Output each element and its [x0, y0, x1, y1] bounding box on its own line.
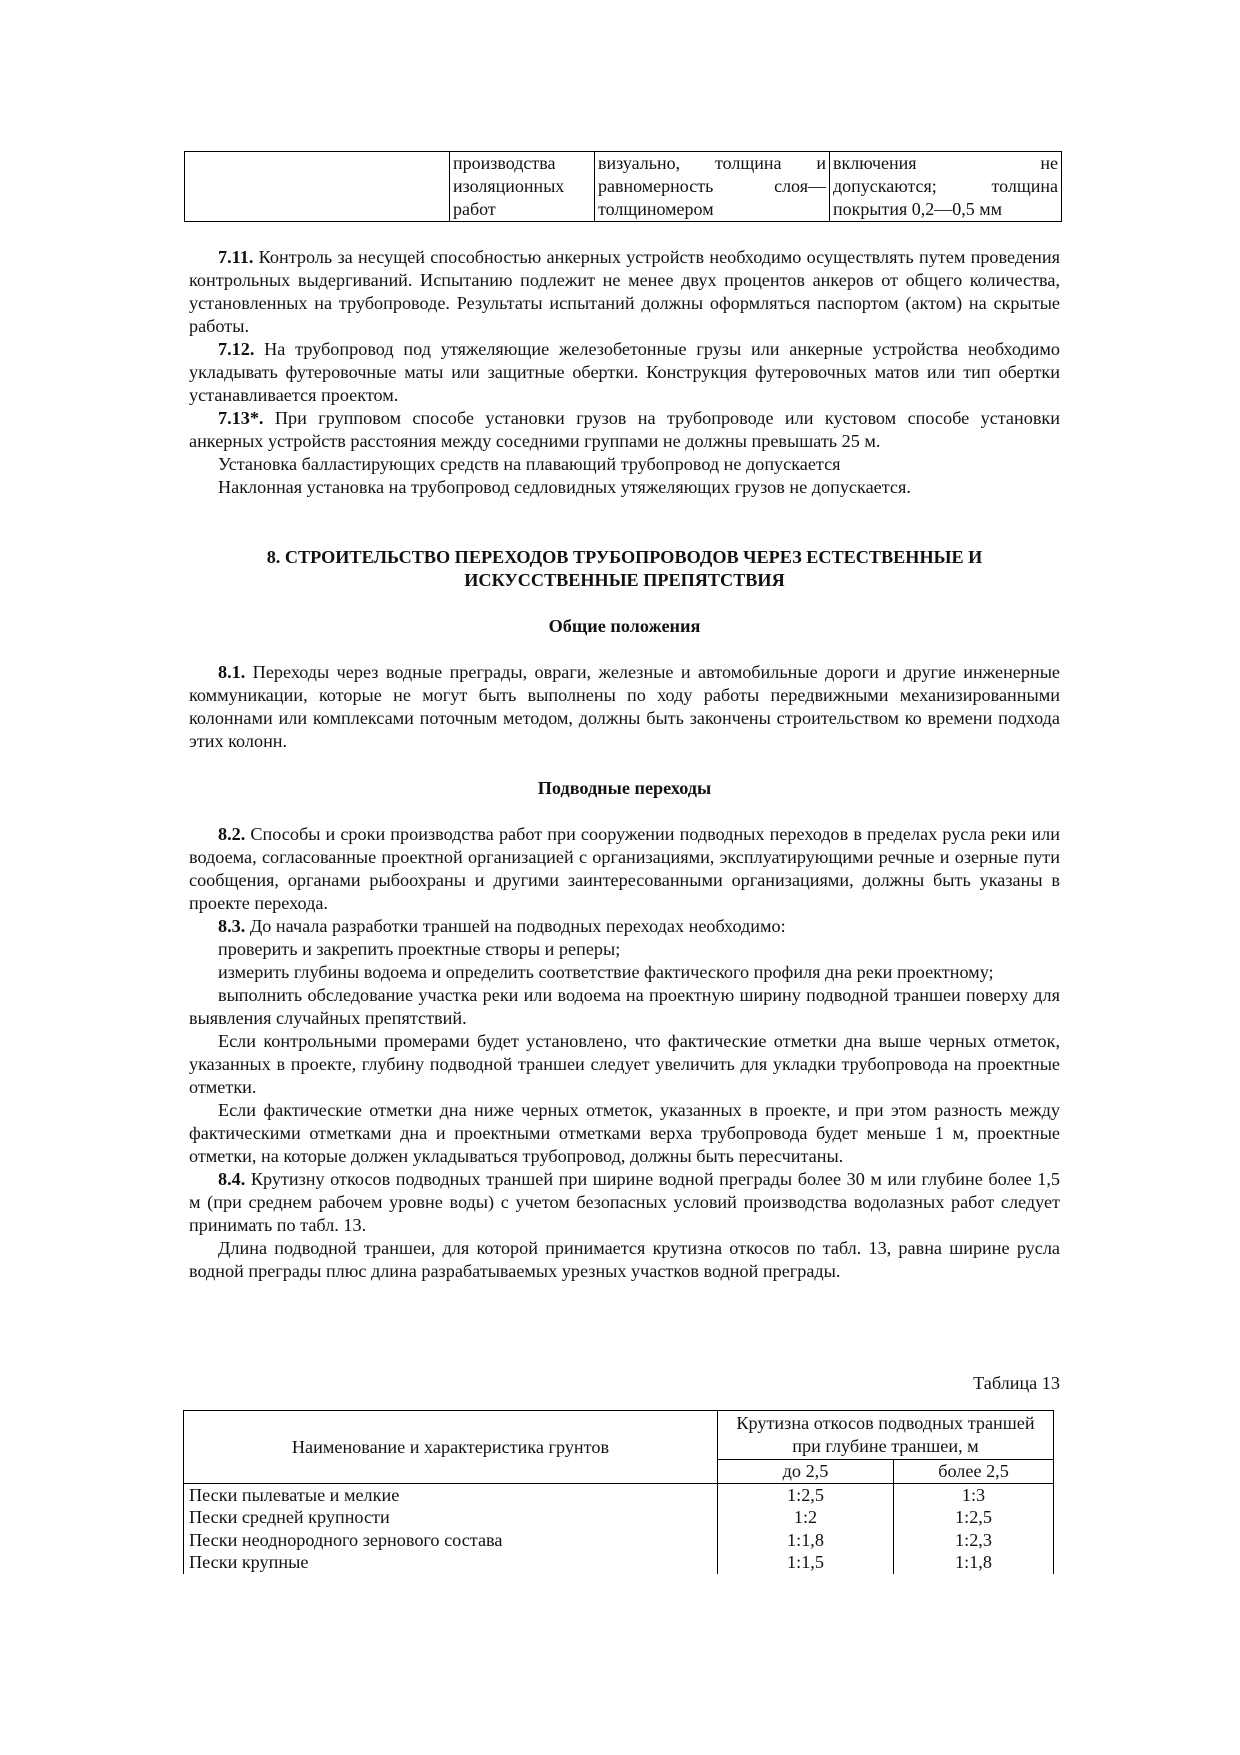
- section-7-text: [189, 246, 1060, 499]
- paragraph-8-3-note-2: Если фактические отметки дна ниже черных отметок, указанных в проекте, и при этом разность между фактическими отметками дна и проектными отметками верха трубопровода будет меньше 1 м, проектные отметки, на которые должен укладываться трубопровод, должны быть пересчитаны.: [189, 1100, 1060, 1166]
- section-8-1-text: [189, 661, 1060, 753]
- paragraph-8-3-note-1: Если контрольными промерами будет установлено, что фактические отметки дна выше черных отметок, указанных в проекте, глубину подводной траншеи следует увеличить для укладки трубопровода на проектные отметки.: [189, 1031, 1060, 1097]
- list-item: проверить и закрепить проектные створы и реперы;: [218, 939, 621, 959]
- section-8-2-text: [189, 823, 1060, 1283]
- paragraph-7-13-note-2: Наклонная установка на трубопровод седловидных утяжеляющих грузов не допускается.: [218, 477, 911, 497]
- section-8-title: 8. СТРОИТЕЛЬСТВО ПЕРЕХОДОВ ТРУБОПРОВОДОВ ЧЕРЕЗ ЕСТЕСТВЕННЫЕ И ИСКУССТВЕННЫЕ ПРЕПЯТСТВИЯ: [266, 547, 983, 590]
- paragraph-7-13: 7.13*. При групповом способе установки грузов на трубопроводе или кустовом способе установки анкерных устройств расстояния между соседними группами не должны превышать 25 м.: [189, 408, 1060, 451]
- production-cell: производства изоляционных работ: [450, 152, 595, 222]
- paragraph-8-1: 8.1. Переходы через водные преграды, овраги, железные и автомобильные дороги и другие инженерные коммуникации, которые не могут быть выполнены по ходу работы передвижными механизированными колоннами или комплексами поточным методом, должны быть закончены строительством ко времени подхода этих колонн.: [189, 662, 1060, 751]
- paragraph-8-3: 8.3. До начала разработки траншей на подводных переходах необходимо:: [218, 916, 786, 936]
- table-row: [185, 152, 1062, 222]
- header-soil-name: Наименование и характеристика грунтов: [184, 1411, 718, 1484]
- list-item: выполнить обследование участка реки или водоема на проектную ширину подводной траншеи поверху для выявления случайных препятствий.: [189, 985, 1060, 1028]
- header-depth-up-to: до 2,5: [718, 1460, 894, 1484]
- empty-cell: [185, 152, 450, 222]
- table-row: Пески пылеватые и мелкие 1:2,5 1:3: [184, 1483, 1054, 1506]
- table-row: Пески средней крупности 1:2 1:2,5: [184, 1506, 1054, 1529]
- table-caption: Таблица 13: [973, 1373, 1060, 1393]
- header-depth-over: более 2,5: [894, 1460, 1054, 1484]
- continuation-table: [184, 151, 1062, 222]
- header-slope-steepness: Крутизна откосов подводных траншей при глубине траншеи, м: [718, 1411, 1054, 1460]
- paragraph-7-12: 7.12. На трубопровод под утяжеляющие железобетонные грузы или анкерные устройства необходимо укладывать футеровочные маты или защитные обертки. Конструкция футеровочных матов или тип обертки устанавливается проектом.: [189, 339, 1060, 405]
- table-header-row: [184, 1411, 1054, 1460]
- table-row: Пески крупные 1:1,5 1:1,8: [184, 1551, 1054, 1574]
- list-item: измерить глубины водоема и определить соответствие фактического профиля дна реки проектному;: [218, 962, 994, 982]
- paragraph-8-2: 8.2. Способы и сроки производства работ при сооружении подводных переходов в пределах русла реки или водоема, согласованные проектной организацией с организациями, эксплуатирующими речные и озерные пути сообщения, органами рыбоохраны и другими заинтересованными организациями, должны быть указаны в проекте перехода.: [189, 824, 1060, 913]
- paragraph-8-4: 8.4. Крутизну откосов подводных траншей при ширине водной преграды более 30 м или глубине более 1,5 м (при среднем рабочем уровне воды) с учетом безопасных условий производства водолазных работ следует принимать по табл. 13.: [189, 1169, 1060, 1235]
- method-cell: визуально, толщина и равномерность слоя— толщиномером: [595, 152, 830, 222]
- paragraph-7-11: 7.11. Контроль за несущей способностью анкерных устройств необходимо осуществлять путем проведения контрольных выдергиваний. Испытанию подлежит не менее двух процентов анкеров от общего количества, установленных на трубопроводе. Результаты испытаний должны оформляться паспортом (актом) на скрытые работы.: [189, 247, 1060, 336]
- table-13: [183, 1410, 1054, 1574]
- table-row: Пески неоднородного зернового состава 1:1,8 1:2,3: [184, 1529, 1054, 1552]
- subtitle-underwater: Подводные переходы: [537, 778, 712, 798]
- subtitle-general: Общие положения: [548, 616, 701, 636]
- requirement-cell: включения не допускаются; толщина покрытия 0,2—0,5 мм: [830, 152, 1062, 222]
- paragraph-7-13-note-1: Установка балластирующих средств на плавающий трубопровод не допускается: [218, 454, 841, 474]
- paragraph-8-4-note: Длина подводной траншеи, для которой принимается крутизна откосов по табл. 13, равна ширине русла водной преграды плюс длина разрабатываемых урезных участков водной преграды.: [189, 1238, 1060, 1281]
